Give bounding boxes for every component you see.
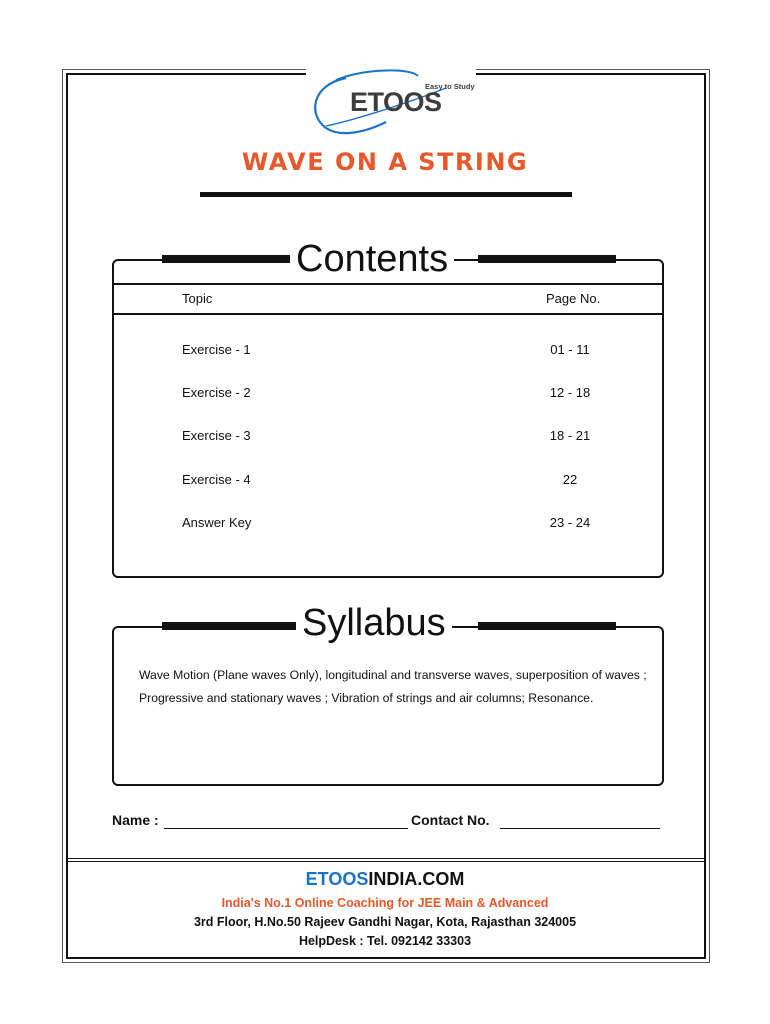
contents-row-pages: 12 - 18 bbox=[549, 385, 591, 400]
column-header-topic: Topic bbox=[182, 291, 213, 306]
contents-row-topic: Exercise - 4 bbox=[182, 472, 251, 487]
contents-heading-bar-right bbox=[478, 255, 616, 263]
contents-row-pages: 01 - 11 bbox=[550, 342, 590, 357]
etoos-logo bbox=[306, 60, 476, 140]
footer-divider-bottom bbox=[68, 861, 704, 862]
contents-heading: Contents bbox=[290, 238, 454, 281]
contact-label: Contact No. bbox=[411, 812, 490, 828]
contents-row-topic: Answer Key bbox=[182, 515, 252, 530]
document-title: WAVE ON A STRING bbox=[241, 148, 529, 176]
footer-tagline: India's No.1 Online Coaching for JEE Main & Advanced bbox=[221, 896, 549, 910]
contents-heading-bar-left bbox=[162, 255, 296, 263]
footer-helpdesk: HelpDesk : Tel. 092142 33303 bbox=[298, 934, 472, 948]
logo-tagline: Easy to Study bbox=[425, 82, 475, 91]
syllabus-heading-bar-left bbox=[162, 622, 296, 630]
title-underline bbox=[200, 192, 572, 197]
footer-address: 3rd Floor, H.No.50 Rajeev Gandhi Nagar, Kota, Rajasthan 324005 bbox=[193, 915, 577, 929]
footer-divider-top bbox=[68, 858, 704, 859]
contents-row-pages: 22 bbox=[562, 472, 578, 487]
syllabus-heading-bar-right bbox=[478, 622, 616, 630]
contents-row-topic: Exercise - 1 bbox=[182, 342, 251, 357]
footer-website-accent: ETOOS bbox=[305, 869, 369, 889]
footer-website-rest: INDIA.COM bbox=[368, 869, 465, 889]
syllabus-heading: Syllabus bbox=[296, 602, 452, 645]
name-fill-line bbox=[164, 828, 408, 829]
logo-brand: ETOOS bbox=[350, 87, 442, 117]
contents-header-bottom-rule bbox=[113, 313, 663, 315]
contents-header-top-rule bbox=[113, 283, 663, 285]
contents-row-pages: 23 - 24 bbox=[549, 515, 591, 530]
contents-box bbox=[112, 259, 664, 578]
contents-row-pages: 18 - 21 bbox=[549, 428, 591, 443]
footer-website bbox=[0, 869, 770, 890]
column-header-page: Page No. bbox=[546, 291, 601, 306]
contents-row-topic: Exercise - 3 bbox=[182, 428, 251, 443]
name-label: Name : bbox=[112, 812, 159, 828]
contact-fill-line bbox=[500, 828, 660, 829]
contents-row-topic: Exercise - 2 bbox=[182, 385, 251, 400]
syllabus-text: Wave Motion (Plane waves Only), longitudinal and transverse waves, superposition of waves ; Progressive and stationary waves ; Vibration of strings and air columns; Resonance. bbox=[139, 668, 647, 705]
